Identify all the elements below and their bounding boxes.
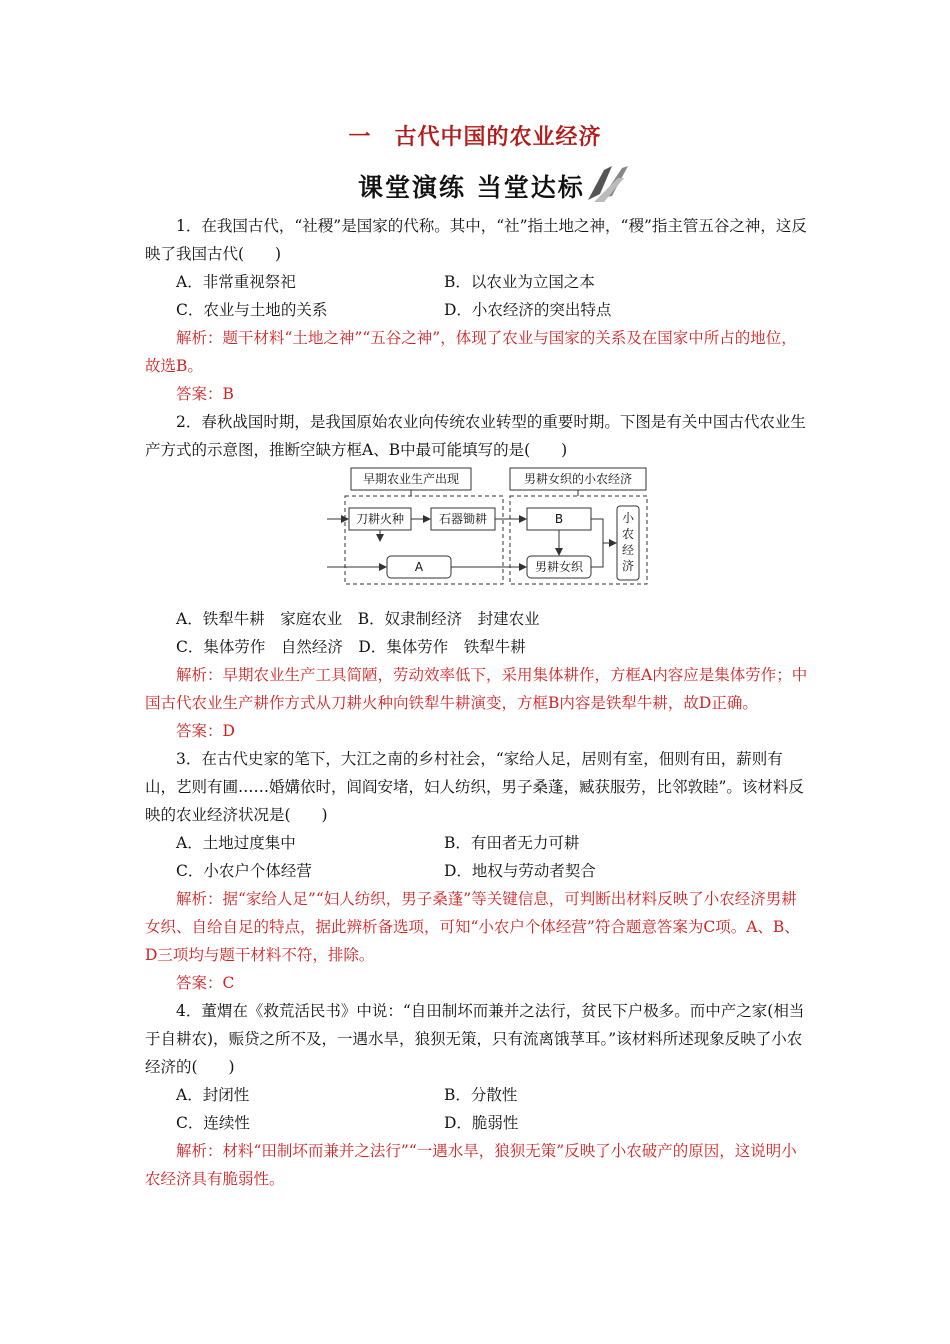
question-2-stem: 2．春秋战国时期，是我国原始农业向传统农业转型的重要时期。下图是有关中国古代农业生产方式的示意图，推断空缺方框A、B中最可能填写的是( ) (145, 413, 806, 459)
question-list (145, 212, 810, 1193)
brush-stroke-icon (584, 164, 632, 204)
question-2-options-ab: A．铁犁牛耕 家庭农业 B．奴隶制经济 封建农业 (176, 610, 540, 628)
question-3-options-ab (145, 829, 810, 857)
option-c: C．连续性 (176, 1114, 250, 1132)
question-2-options-cd: C．集体劳作 自然经济 D．集体劳作 铁犁牛耕 (176, 638, 526, 656)
question-3-options-cd (145, 857, 810, 885)
question-4-stem: 4．董煟在《救荒活民书》中说：“自田制坏而兼并之法行，贫民下户极多。而中产之家(相当于自耕农)，赈贷之所不及，一遇水旱，狼狈无策，只有流离饿莩耳。”该材料所述现象反映了小农经济的( ) (145, 1002, 805, 1076)
option-a: A．非常重视祭祀 (176, 273, 296, 291)
option-c: C．小农户个体经营 (176, 862, 312, 880)
question-4-options-cd (145, 1109, 810, 1137)
label-farming-weaving: 男耕女织 (534, 560, 584, 574)
option-d: D．小农经济的突出特点 (444, 301, 612, 319)
option-b: B．以农业为立国之本 (444, 273, 595, 291)
label-vertical-1: 小 (621, 511, 635, 525)
section-banner (354, 164, 634, 204)
question-1-answer: 答案：B (176, 385, 234, 403)
option-b: B．分散性 (444, 1086, 518, 1104)
option-b: B．有田者无力可耕 (444, 834, 580, 852)
label-a: A (414, 560, 424, 574)
question-4-analysis: 解析：材料“田制坏而兼并之法行”“一遇水旱，狼狈无策”反映了小农破产的原因，这说明小农经济具有脆弱性。 (145, 1142, 797, 1188)
option-a: A．封闭性 (176, 1086, 250, 1104)
question-3-answer: 答案：C (176, 974, 235, 992)
label-vertical-2: 农 (621, 527, 635, 541)
question-1-options-cd (145, 296, 810, 324)
banner-text: 课堂演练 当堂达标 (358, 173, 585, 202)
option-a: A．土地过度集中 (176, 834, 296, 852)
label-early-agriculture: 早期农业生产出现 (362, 472, 460, 486)
question-1-stem: 1．在我国古代，“社稷”是国家的代称。其中，“社”指土地之神，“稷”指主管五谷之神，这反映了我国古代( ) (145, 217, 807, 263)
question-1-analysis: 解析：题干材料“土地之神”“五谷之神”，体现了农业与国家的关系及在国家中所占的地位，故选B。 (145, 329, 797, 375)
page-title: 一 古代中国的农业经济 (348, 124, 602, 150)
agriculture-diagram (145, 466, 810, 601)
label-small-peasant-economy: 男耕女织的小农经济 (523, 472, 633, 486)
question-2-analysis: 解析：早期农业生产工具简陋，劳动效率低下，采用集体耕作，方框A内容应是集体劳作；中国古代农业生产耕作方式从刀耕火种向铁犁牛耕演变，方框B内容是铁犁牛耕，故D正确。 (145, 666, 808, 712)
option-c: C．农业与土地的关系 (176, 301, 328, 319)
label-stone-hoe: 石器锄耕 (438, 512, 488, 526)
option-d: D．脆弱性 (444, 1114, 519, 1132)
option-d: D．地权与劳动者契合 (444, 862, 596, 880)
label-b: B (554, 512, 564, 526)
label-slash-and-burn: 刀耕火种 (355, 512, 405, 526)
question-4-options-ab (145, 1081, 810, 1109)
question-1-options-ab (145, 268, 810, 296)
question-3-analysis: 解析：据“家给人足”“妇人纺织，男子桑蓬”等关键信息，可判断出材料反映了小农经济男耕女织、自给自足的特点，据此辨析备选项，可知“小农户个体经营”符合题意答案为C项。A、B、D三项均与题干材料不符，排除。 (145, 890, 800, 964)
diagram-svg (325, 466, 650, 596)
label-vertical-4: 济 (621, 559, 635, 573)
label-vertical-3: 经 (621, 543, 635, 557)
question-2-answer: 答案：D (176, 722, 235, 740)
question-3-stem: 3．在古代史家的笔下，大江之南的乡村社会，“家给人足，居则有室，佃则有田，薪则有山，艺则有圃……婚媾依时，闾阎安堵，妇人纺织，男子桑蓬，臧获服劳，比邻敦睦”。该材料反映的农业经济状况是( ) (145, 750, 804, 824)
